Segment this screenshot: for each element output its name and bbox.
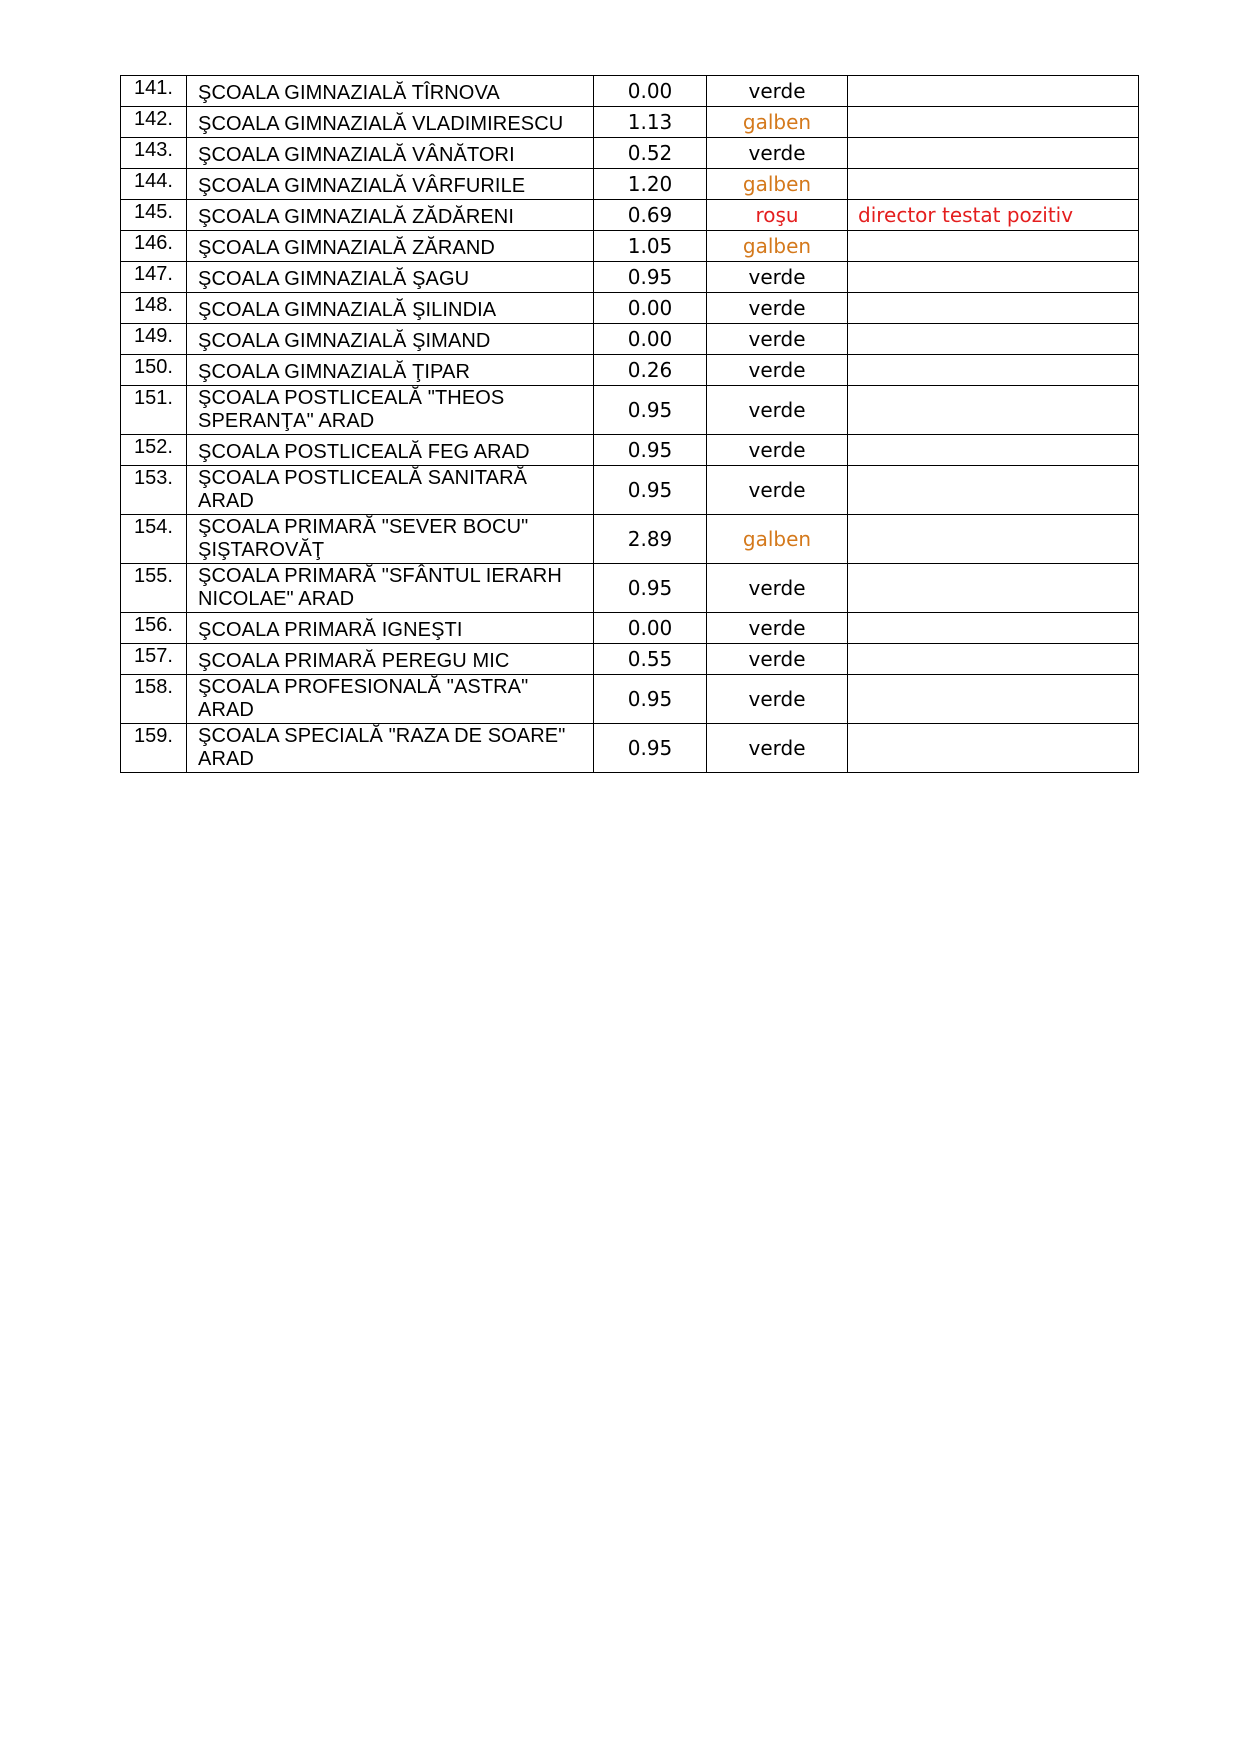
note-cell <box>848 613 1139 644</box>
table-row <box>121 262 1139 293</box>
row-number-cell: 146. <box>121 231 187 262</box>
status-cell: galben <box>707 231 848 262</box>
school-name-cell: ŞCOALA SPECIALĂ "RAZA DE SOARE" ARAD <box>187 724 594 773</box>
value-cell: 0.95 <box>594 386 707 435</box>
row-number-cell: 144. <box>121 169 187 200</box>
table-row <box>121 231 1139 262</box>
table-row <box>121 386 1139 435</box>
note-cell <box>848 515 1139 564</box>
note-cell <box>848 76 1139 107</box>
note-cell <box>848 262 1139 293</box>
row-number-cell: 153. <box>121 466 187 515</box>
value-cell: 1.05 <box>594 231 707 262</box>
table-row <box>121 200 1139 231</box>
row-number-cell: 157. <box>121 644 187 675</box>
row-number-cell: 149. <box>121 324 187 355</box>
status-cell: verde <box>707 644 848 675</box>
status-cell: galben <box>707 169 848 200</box>
value-cell: 0.95 <box>594 724 707 773</box>
row-number-cell: 142. <box>121 107 187 138</box>
school-name-cell: ŞCOALA PRIMARĂ PEREGU MIC <box>187 644 594 675</box>
school-name-cell: ŞCOALA GIMNAZIALĂ ŞIMAND <box>187 324 594 355</box>
value-cell: 0.95 <box>594 675 707 724</box>
table-row <box>121 675 1139 724</box>
table-row <box>121 613 1139 644</box>
table-row <box>121 355 1139 386</box>
row-number-cell: 145. <box>121 200 187 231</box>
table-row <box>121 324 1139 355</box>
status-cell: verde <box>707 435 848 466</box>
school-name-cell: ŞCOALA GIMNAZIALĂ ZĂDĂRENI <box>187 200 594 231</box>
note-cell <box>848 138 1139 169</box>
status-cell: verde <box>707 324 848 355</box>
status-cell: verde <box>707 355 848 386</box>
table-row <box>121 435 1139 466</box>
table-row <box>121 515 1139 564</box>
value-cell: 0.69 <box>594 200 707 231</box>
note-cell <box>848 169 1139 200</box>
value-cell: 0.00 <box>594 76 707 107</box>
note-cell <box>848 355 1139 386</box>
value-cell: 0.52 <box>594 138 707 169</box>
status-cell: verde <box>707 675 848 724</box>
status-cell: verde <box>707 386 848 435</box>
table-row <box>121 169 1139 200</box>
status-cell: galben <box>707 107 848 138</box>
table-row <box>121 564 1139 613</box>
value-cell: 0.95 <box>594 435 707 466</box>
school-name-cell: ŞCOALA GIMNAZIALĂ VÂNĂTORI <box>187 138 594 169</box>
table-row <box>121 293 1139 324</box>
row-number-cell: 152. <box>121 435 187 466</box>
row-number-cell: 156. <box>121 613 187 644</box>
row-number-cell: 143. <box>121 138 187 169</box>
status-cell: verde <box>707 262 848 293</box>
note-cell: director testat pozitiv <box>848 200 1139 231</box>
note-cell <box>848 724 1139 773</box>
value-cell: 0.95 <box>594 564 707 613</box>
row-number-cell: 158. <box>121 675 187 724</box>
row-number-cell: 155. <box>121 564 187 613</box>
note-cell <box>848 675 1139 724</box>
status-cell: verde <box>707 138 848 169</box>
value-cell: 0.26 <box>594 355 707 386</box>
school-name-cell: ŞCOALA GIMNAZIALĂ TÎRNOVA <box>187 76 594 107</box>
row-number-cell: 150. <box>121 355 187 386</box>
value-cell: 0.00 <box>594 324 707 355</box>
table-row <box>121 724 1139 773</box>
status-cell: verde <box>707 724 848 773</box>
value-cell: 0.55 <box>594 644 707 675</box>
value-cell: 0.00 <box>594 613 707 644</box>
status-cell: verde <box>707 76 848 107</box>
school-name-cell: ŞCOALA GIMNAZIALĂ ŢIPAR <box>187 355 594 386</box>
note-cell <box>848 107 1139 138</box>
school-name-cell: ŞCOALA POSTLICEALĂ FEG ARAD <box>187 435 594 466</box>
value-cell: 0.00 <box>594 293 707 324</box>
status-cell: verde <box>707 466 848 515</box>
schools-table-body <box>121 76 1139 773</box>
schools-table <box>120 75 1139 773</box>
status-cell: verde <box>707 293 848 324</box>
note-cell <box>848 386 1139 435</box>
status-cell: verde <box>707 613 848 644</box>
school-name-cell: ŞCOALA PRIMARĂ "SFÂNTUL IERARH NICOLAE" ARAD <box>187 564 594 613</box>
table-row <box>121 107 1139 138</box>
school-name-cell: ŞCOALA PROFESIONALĂ "ASTRA" ARAD <box>187 675 594 724</box>
note-cell <box>848 435 1139 466</box>
value-cell: 2.89 <box>594 515 707 564</box>
value-cell: 0.95 <box>594 262 707 293</box>
row-number-cell: 141. <box>121 76 187 107</box>
school-name-cell: ŞCOALA GIMNAZIALĂ VÂRFURILE <box>187 169 594 200</box>
note-cell <box>848 324 1139 355</box>
status-cell: roşu <box>707 200 848 231</box>
school-name-cell: ŞCOALA POSTLICEALĂ "THEOS SPERANŢA" ARAD <box>187 386 594 435</box>
status-cell: verde <box>707 564 848 613</box>
table-row <box>121 644 1139 675</box>
table-row <box>121 138 1139 169</box>
school-name-cell: ŞCOALA PRIMARĂ IGNEŞTI <box>187 613 594 644</box>
row-number-cell: 147. <box>121 262 187 293</box>
table-row <box>121 466 1139 515</box>
row-number-cell: 154. <box>121 515 187 564</box>
note-cell <box>848 466 1139 515</box>
school-name-cell: ŞCOALA GIMNAZIALĂ VLADIMIRESCU <box>187 107 594 138</box>
school-name-cell: ŞCOALA GIMNAZIALĂ ŞILINDIA <box>187 293 594 324</box>
row-number-cell: 159. <box>121 724 187 773</box>
note-cell <box>848 644 1139 675</box>
school-name-cell: ŞCOALA GIMNAZIALĂ ZĂRAND <box>187 231 594 262</box>
value-cell: 0.95 <box>594 466 707 515</box>
row-number-cell: 151. <box>121 386 187 435</box>
note-cell <box>848 293 1139 324</box>
row-number-cell: 148. <box>121 293 187 324</box>
value-cell: 1.13 <box>594 107 707 138</box>
note-cell <box>848 564 1139 613</box>
status-cell: galben <box>707 515 848 564</box>
school-name-cell: ŞCOALA POSTLICEALĂ SANITARĂ ARAD <box>187 466 594 515</box>
table-row <box>121 76 1139 107</box>
school-name-cell: ŞCOALA PRIMARĂ "SEVER BOCU" ŞIŞTAROVĂŢ <box>187 515 594 564</box>
value-cell: 1.20 <box>594 169 707 200</box>
note-cell <box>848 231 1139 262</box>
school-name-cell: ŞCOALA GIMNAZIALĂ ŞAGU <box>187 262 594 293</box>
